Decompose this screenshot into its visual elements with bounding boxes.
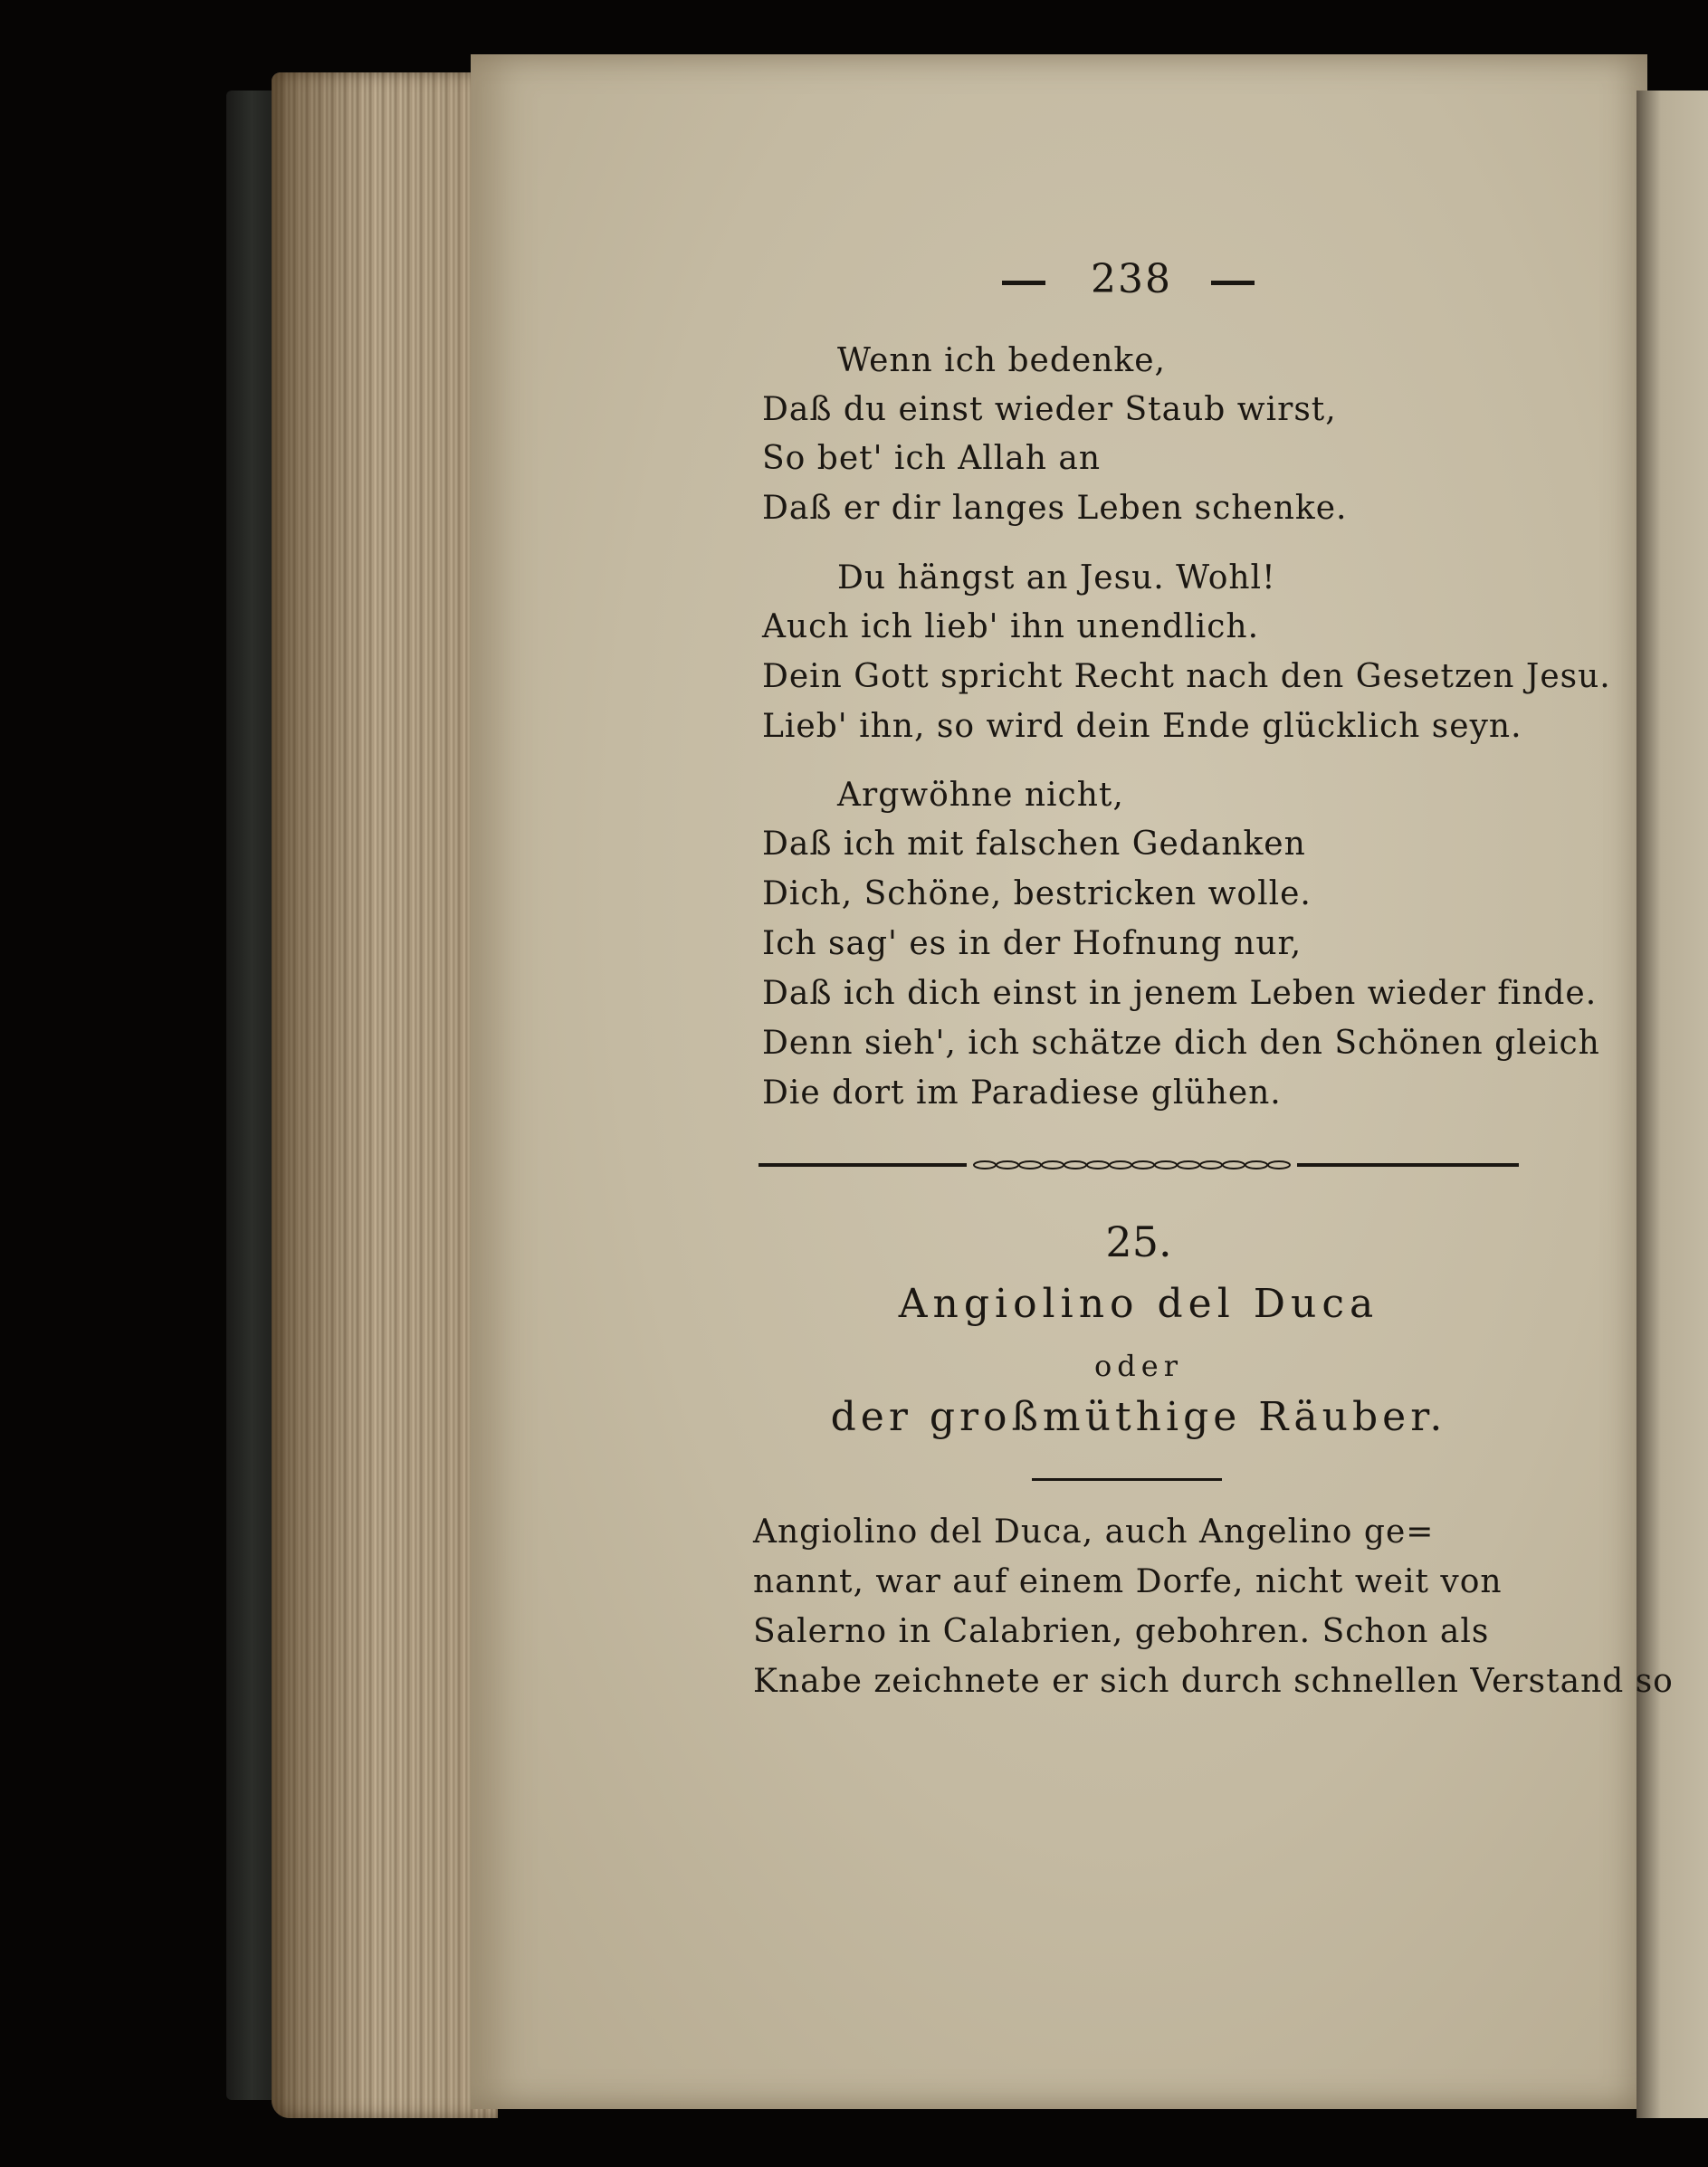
story-subtitle: der großmüthige Räuber. (830, 1394, 1447, 1440)
poem-line: Auch ich lieb' ihn unendlich. (762, 608, 1260, 645)
poem-line: Lieb' ihn, so wird dein Ende glücklich seyn. (762, 708, 1522, 745)
title-connector: oder (1094, 1349, 1183, 1383)
poem-line: So bet' ich Allah an (762, 440, 1102, 477)
poem-line: Die dort im Paradiese glühen. (762, 1074, 1282, 1112)
poem-line: Daß du einst wieder Staub wirst, (762, 391, 1337, 428)
story-number: 25. (1105, 1217, 1172, 1266)
poem-line: Daß ich dich einst in jenem Leben wieder finde. (762, 975, 1598, 1012)
page-number-dash-left (1002, 281, 1045, 285)
poem-line: Dein Gott spricht Recht nach den Gesetzen Jesu. (762, 658, 1611, 695)
prose-line: nannt, war auf einem Dorfe, nicht weit von (753, 1563, 1503, 1600)
page-number-dash-right (1211, 281, 1255, 285)
poem-line: Ich sag' es in der Hofnung nur, (762, 925, 1302, 962)
poem-line: Du hängst an Jesu. Wohl! (837, 559, 1276, 597)
heading-underline (1032, 1478, 1222, 1481)
prose-line: Angiolino del Duca, auch Angelino ge= (753, 1513, 1435, 1551)
poem-line: Argwöhne nicht, (837, 777, 1124, 814)
prose-line: Knabe zeichnete er sich durch schnellen Verstand so (753, 1663, 1674, 1700)
prose-line: Salerno in Calabrien, gebohren. Schon als (753, 1613, 1490, 1650)
poem-line: Denn sieh', ich schätze dich den Schönen gleich (762, 1025, 1600, 1062)
poem-line: Daß ich mit falschen Gedanken (762, 826, 1306, 863)
decorative-divider (759, 1159, 1519, 1171)
page-number: 238 (1091, 256, 1172, 302)
poem-line: Dich, Schöne, bestricken wolle. (762, 875, 1312, 912)
poem-line: Wenn ich bedenke, (837, 342, 1166, 379)
story-title: Angiolino del Duca (898, 1281, 1379, 1327)
poem-line: Daß er dir langes Leben schenke. (762, 490, 1348, 527)
